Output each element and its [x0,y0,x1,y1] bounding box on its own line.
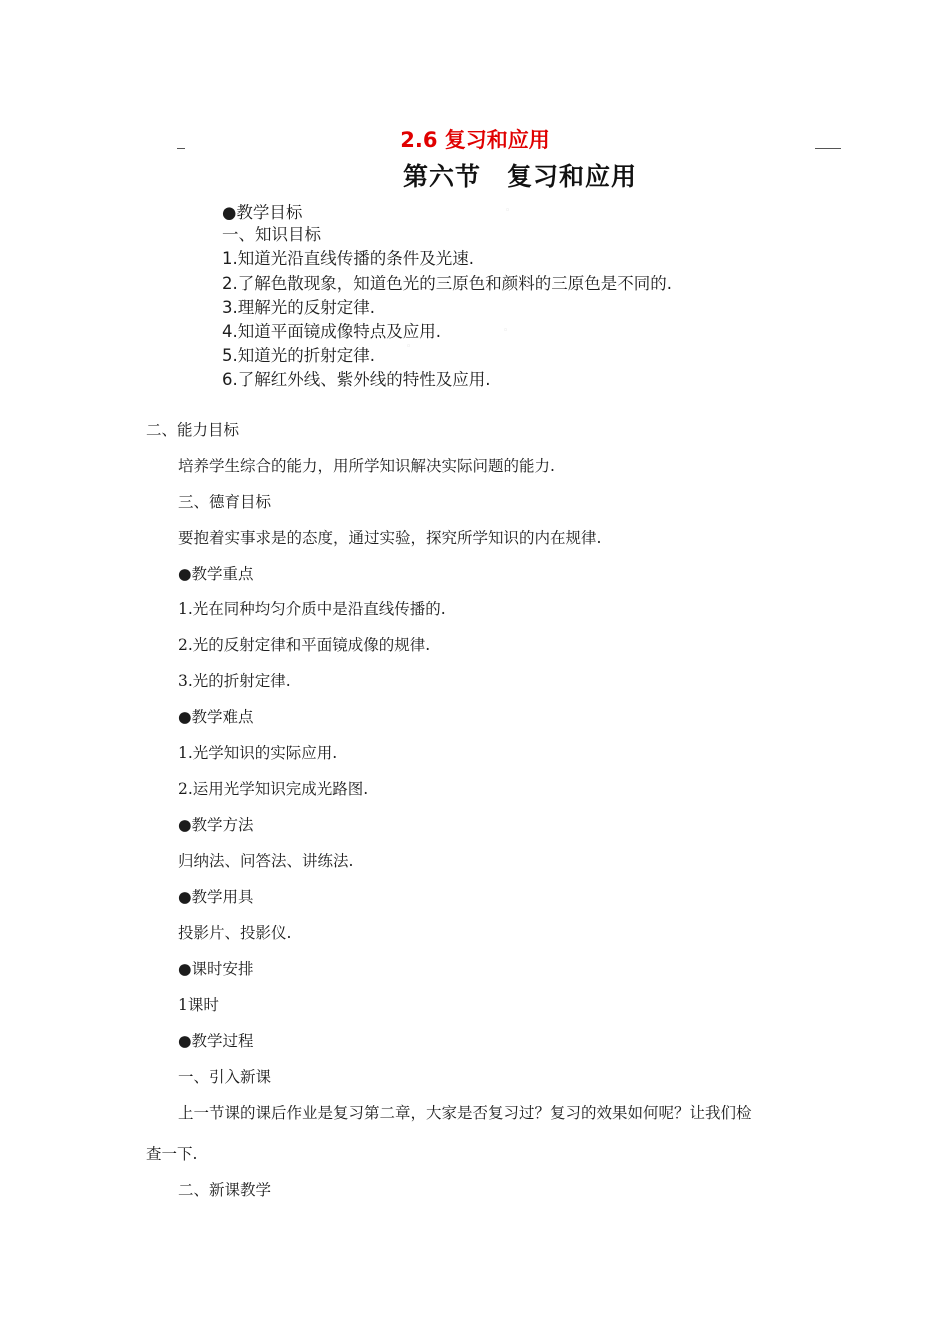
teaching-goals-heading: ●教学目标 [222,203,303,222]
teaching-tools-text: 投影片、投影仪. [178,924,292,942]
knowledge-goals-heading: 一、知识目标 [222,225,321,244]
teaching-process-heading: ●教学过程 [178,1032,254,1050]
new-lesson-heading: 二、新课教学 [178,1181,272,1199]
watermark-mark: ◦ [505,206,511,216]
knowledge-item: 3.理解光的反射定律. [222,298,375,317]
key-point-item: 1.光在同种均匀介质中是沿直线传播的. [178,600,446,618]
schedule-text: 1课时 [178,996,219,1014]
document-title: 2.6 复习和应用 [400,128,550,152]
intro-heading: 一、引入新课 [178,1068,272,1086]
teaching-method-text: 归纳法、问答法、讲练法. [178,852,354,870]
key-point-item: 2.光的反射定律和平面镜成像的规律. [178,636,431,654]
key-point-item: 3.光的折射定律. [178,672,291,690]
difficult-point-item: 1.光学知识的实际应用. [178,744,338,762]
knowledge-item: 5.知道光的折射定律. [222,346,375,365]
moral-goals-text: 要抱着实事求是的态度，通过实验，探究所学知识的内在规律. [178,529,602,547]
moral-goals-heading: 三、德育目标 [178,493,272,511]
difficult-point-item: 2.运用光学知识完成光路图. [178,780,369,798]
teaching-tools-heading: ●教学用具 [178,888,254,906]
watermark-mark: ◦ [503,326,509,336]
knowledge-item: 1.知道光沿直线传播的条件及光速. [222,249,474,268]
knowledge-item: 6.了解红外线、紫外线的特性及应用. [222,370,491,389]
schedule-heading: ●课时安排 [178,960,254,978]
intro-text-line: 上一节课的课后作业是复习第二章，大家是否复习过？复习的效果如何呢？让我们检 [178,1104,752,1122]
key-points-heading: ●教学重点 [178,565,254,583]
ability-goals-heading: 二、能力目标 [146,421,240,439]
ability-goals-text: 培养学生综合的能力，用所学知识解决实际问题的能力. [178,457,555,475]
watermark-mark: ◦ [406,342,412,352]
difficult-points-heading: ●教学难点 [178,708,254,726]
intro-text-line: 查一下. [146,1145,198,1163]
section-title: 第六节 复习和应用 [403,162,638,191]
teaching-method-heading: ●教学方法 [178,816,254,834]
knowledge-item: 4.知道平面镜成像特点及应用. [222,322,441,341]
knowledge-item: 2.了解色散现象，知道色光的三原色和颜料的三原色是不同的. [222,274,672,293]
